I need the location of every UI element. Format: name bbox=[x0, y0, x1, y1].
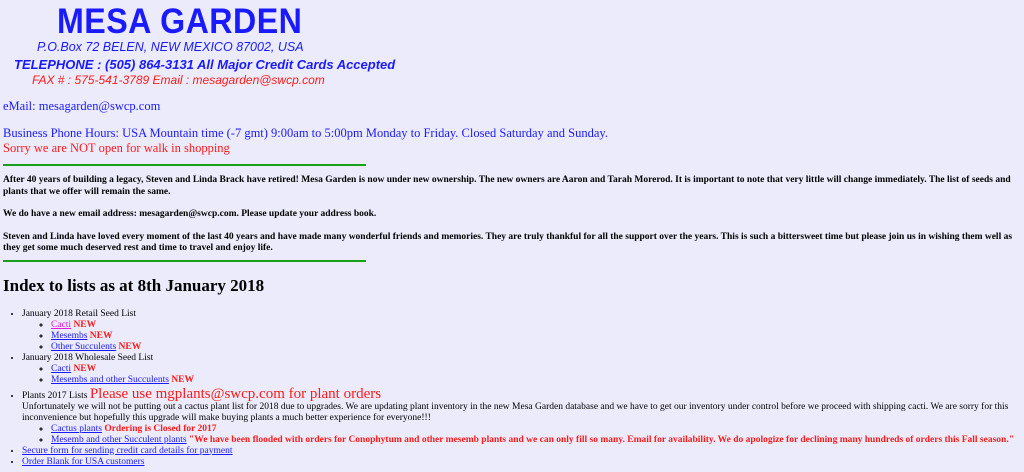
divider bbox=[3, 260, 366, 262]
plants-sublist bbox=[22, 424, 1021, 446]
store-telephone: TELEPHONE : (505) 864-3131 All Major Credit Cards Accepted bbox=[14, 57, 396, 72]
order-blank-usa-link[interactable]: Order Blank for USA customers bbox=[22, 456, 145, 467]
farewell-notice: Steven and Linda have loved every moment of the last 40 years and have made many wonderful friends and memories. They are truly thankful for all the support over the years. This is such a bittersweet time but please join us in wishing them well as they get some much deserved rest and time to travel and enjoy life. bbox=[3, 231, 1013, 253]
list-item bbox=[51, 331, 1021, 342]
list-item bbox=[51, 375, 1021, 386]
list-item bbox=[51, 435, 1021, 446]
list-item bbox=[51, 424, 1021, 435]
retail-label: January 2018 Retail Seed List bbox=[22, 308, 136, 319]
retail-cacti-link[interactable]: Cacti bbox=[51, 319, 72, 330]
list-item bbox=[51, 320, 1021, 331]
business-hours: Business Phone Hours: USA Mountain time (-7 gmt) 9:00am to 5:00pm Monday to Friday. Closed Saturday and Sunday. bbox=[3, 126, 608, 140]
secure-form-link[interactable]: Secure form for sending credit card details for payment bbox=[22, 445, 233, 456]
list-item-secure-form bbox=[22, 446, 1021, 457]
new-badge: NEW bbox=[73, 319, 97, 330]
list-item-retail bbox=[22, 309, 1021, 353]
divider bbox=[3, 164, 366, 166]
cactus-plants-link[interactable]: Cactus plants bbox=[51, 423, 102, 434]
store-fax-email: FAX # : 575-541-3789 Email : mesagarden@swcp.com bbox=[32, 73, 325, 87]
store-logo-header bbox=[0, 0, 396, 92]
main-content bbox=[3, 99, 1021, 468]
list-item-wholesale bbox=[22, 353, 1021, 386]
new-email-notice: We do have a new email address: mesagarden@swcp.com. Please update your address book. bbox=[3, 209, 377, 219]
wholesale-cacti-link[interactable]: Cacti bbox=[51, 363, 72, 374]
ownership-notice: After 40 years of building a legacy, Steven and Linda Brack have retired! Mesa Garden is now under new ownership. The new owners are Aaron and Tarah Morerod. It is important to note that very little will change immediately. The list of seeds and plants that we offer will remain the same. bbox=[3, 175, 1011, 197]
ordering-closed-note: Ordering is Closed for 2017 bbox=[104, 423, 217, 434]
list-item-plants bbox=[22, 385, 1021, 446]
new-badge: NEW bbox=[118, 341, 142, 352]
mesemb-plants-link[interactable]: Mesemb and other Succulent plants bbox=[51, 434, 187, 445]
index-heading: Index to lists as at 8th January 2018 bbox=[3, 275, 265, 295]
wholesale-mesembs-link[interactable]: Mesembs and other Succulents bbox=[51, 374, 169, 385]
index-list bbox=[3, 309, 1021, 468]
new-badge: NEW bbox=[89, 330, 113, 341]
wholesale-sublist bbox=[22, 364, 1021, 386]
retail-mesembs-link[interactable]: Mesembs bbox=[51, 330, 88, 341]
wholesale-label: January 2018 Wholesale Seed List bbox=[22, 352, 154, 363]
store-address: P.O.Box 72 BELEN, NEW MEXICO 87002, USA bbox=[37, 40, 304, 54]
flooded-orders-note: "We have been flooded with orders for Conophytum and other mesemb plants and we can only fill so many. Email for availability. We do apologize for declining many hundreds of orders this Fall season." bbox=[188, 434, 1014, 445]
retail-sublist bbox=[22, 320, 1021, 353]
email-line: eMail: mesagarden@swcp.com bbox=[3, 99, 161, 113]
list-item bbox=[51, 364, 1021, 375]
list-item bbox=[51, 342, 1021, 353]
walk-in-notice: Sorry we are NOT open for walk in shopping bbox=[3, 141, 230, 155]
new-badge: NEW bbox=[73, 363, 97, 374]
list-item-order-blank bbox=[22, 457, 1021, 468]
retail-other-succulents-link[interactable]: Other Succulents bbox=[51, 341, 117, 352]
plant-orders-notice: Please use mgplants@swcp.com for plant orders bbox=[89, 385, 382, 402]
new-badge: NEW bbox=[171, 374, 195, 385]
plants-body-text: Unfortunately we will not be putting out a cactus plant list for 2018 due to upgrades. We are updating plant inventory in the new Mesa Garden database and we have to get our inventory under control before we proceed with shipping cacti. We are sorry for this inconvenience but hopefully this upgrade will make buying plants a much better experience for everyone!!! bbox=[22, 401, 1009, 423]
plants-label: Plants 2017 Lists bbox=[22, 390, 88, 401]
store-title: MESA GARDEN bbox=[57, 2, 303, 41]
